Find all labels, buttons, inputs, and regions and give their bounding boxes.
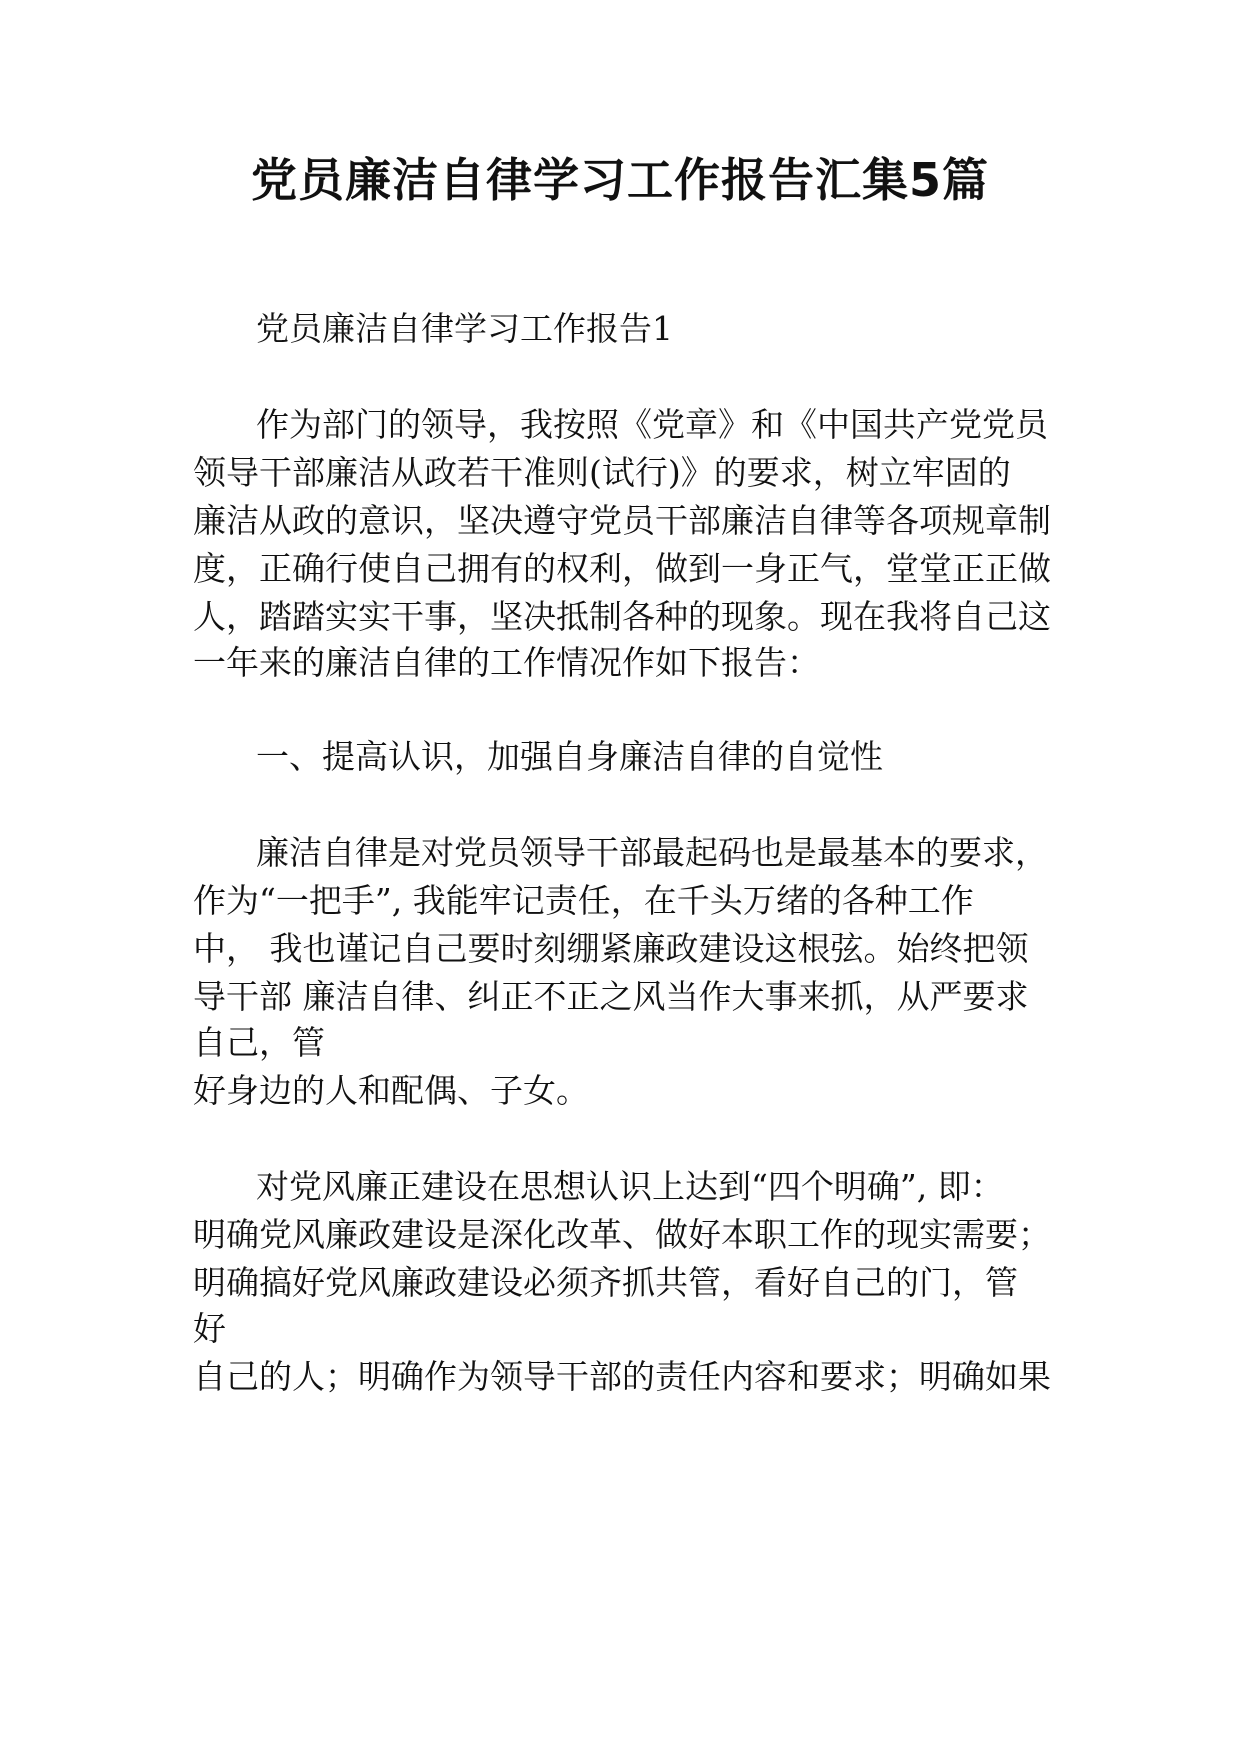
para2-line-2: 作为“一把手”, 我能牢记责任，在千头万绪的各种工作 [193,881,974,920]
para2-line-6: 好身边的人和配偶、子女。 [193,1071,589,1110]
para2-line-5: 自己，管 [193,1023,325,1062]
section-heading: 党员廉洁自律学习工作报告1 [256,309,673,348]
para1-line-1: 作为部门的领导，我按照《党章》和《中国共产党党员 [256,405,1048,444]
document-title: 党员廉洁自律学习工作报告汇集5篇 [250,153,989,207]
para3-line-1: 对党风廉正建设在思想认识上达到“四个明确”, 即： [256,1167,1004,1206]
para2-line-1: 廉洁自律是对党员领导干部最起码也是最基本的要求， [256,833,1048,872]
para3-line-4: 好 [193,1309,226,1348]
para1-line-4: 度，正确行使自己拥有的权利，做到一身正气，堂堂正正做 [193,549,1051,588]
para2-line-4: 导干部 廉洁自律、纠正不正之风当作大事来抓，从严要求 [193,977,1029,1016]
para3-line-5: 自己的人；明确作为领导干部的责任内容和要求；明确如果 [193,1357,1051,1396]
para3-line-3: 明确搞好党风廉政建设必须齐抓共管，看好自己的门，管 [193,1263,1018,1302]
para1-line-6: 一年来的廉洁自律的工作情况作如下报告： [193,643,820,682]
para1-line-3: 廉洁从政的意识，坚决遵守党员干部廉洁自律等各项规章制 [193,501,1051,540]
para1-line-2: 领导干部廉洁从政若干准则(试行)》的要求，树立牢固的 [193,453,1011,492]
para3-line-2: 明确党风廉政建设是深化改革、做好本职工作的现实需要； [193,1215,1051,1254]
para1-line-5: 人，踏踏实实干事，坚决抵制各种的现象。现在我将自己这 [193,597,1051,636]
subheading-1: 一、提高认识，加强自身廉洁自律的自觉性 [256,737,883,776]
para2-line-3: 中， 我也谨记自己要时刻绷紧廉政建设这根弦。始终把领 [193,929,1029,968]
